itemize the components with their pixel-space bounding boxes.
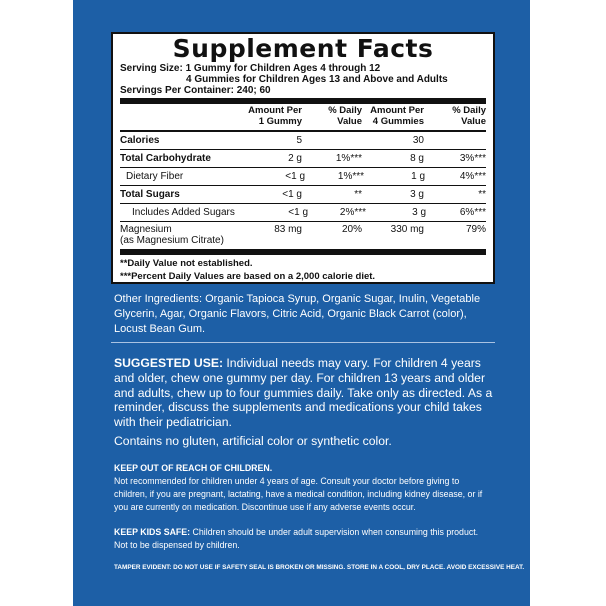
table-row-dietary-fiber: Dietary Fiber <1 g 1%*** 1 g 4%*** — [120, 168, 486, 186]
facts-footnotes — [120, 255, 486, 283]
header-amount-1-gummy: Amount Per 1 Gummy — [248, 105, 302, 127]
header-amount-4-gummies: Amount Per 4 Gummies — [370, 105, 424, 127]
table-row-calories: Calories 5 30 — [120, 132, 486, 150]
suggested-use-text: Individual needs may vary. For children 4 years and older, chew one gummy per day. For children 13 years and older and adults, chew up to four gummies daily. Take only as directed. As a reminder, discuss the supplements and medications your child takes with their pediatrician. — [114, 356, 493, 430]
keep-out-of-reach — [114, 462, 494, 514]
footnote-percent-dv: ***Percent Daily Values are based on a 2,000 calorie diet. — [120, 271, 376, 282]
header-dv-1: % Daily Value — [328, 105, 362, 127]
table-row-total-sugars: Total Sugars <1 g ** 3 g ** — [120, 186, 486, 204]
supplement-facts-title: Supplement Facts — [172, 34, 434, 63]
other-ingredients: Other Ingredients: Organic Tapioca Syrup, Organic Sugar, Inulin, Vegetable Glycerin, Agar, Organic Flavors, Citric Acid, Organic Black Carrot (color), Locust Bean Gum. — [114, 293, 481, 335]
table-row-total-carbohydrate: Total Carbohydrate 2 g 1%*** 8 g 3%*** — [120, 150, 486, 168]
keep-kids-safe-label: KEEP KIDS SAFE: — [114, 527, 191, 537]
keep-out-label: KEEP OUT OF REACH OF CHILDREN. — [114, 463, 273, 473]
suggested-use-label: SUGGESTED USE: — [114, 356, 224, 370]
facts-header-row — [120, 104, 486, 132]
supplement-facts-box — [111, 32, 495, 284]
table-row-added-sugars: Includes Added Sugars <1 g 2%*** 3 g 6%*** — [120, 204, 486, 222]
section-divider — [111, 342, 495, 343]
header-dv-4: % Daily Value — [452, 105, 486, 127]
table-row-magnesium: Magnesium (as Magnesium Citrate) 83 mg 20% 330 mg 79% — [120, 222, 486, 255]
serving-size-line-2: 4 Gummies for Children Ages 13 and Above and Adults — [186, 74, 448, 85]
footnote-dv-not-established: **Daily Value not established. — [120, 258, 253, 269]
servings-per-container: Servings Per Container: 240; 60 — [120, 85, 271, 96]
keep-kids-safe — [114, 526, 494, 552]
keep-kids-safe-text: Children should be under adult supervision when consuming this product. Not to be dispensed by children. — [114, 527, 479, 550]
contains-statement: Contains no gluten, artificial color or synthetic color. — [114, 434, 392, 448]
serving-size-line-1: Serving Size: 1 Gummy for Children Ages 4 through 12 — [120, 63, 381, 74]
keep-out-text: Not recommended for children under 4 years of age. Consult your doctor before giving to children, if you are pregnant, lactating, have a medical condition, including kidney disease, or if you are currently on medication. Discontinue use if any adverse events occur. — [114, 476, 483, 512]
tamper-evident-notice: TAMPER EVIDENT: DO NOT USE IF SAFETY SEAL IS BROKEN OR MISSING. STORE IN A COOL, DRY PLACE. AVOID EXCESSIVE HEAT. — [114, 564, 525, 571]
suggested-use — [114, 356, 494, 430]
